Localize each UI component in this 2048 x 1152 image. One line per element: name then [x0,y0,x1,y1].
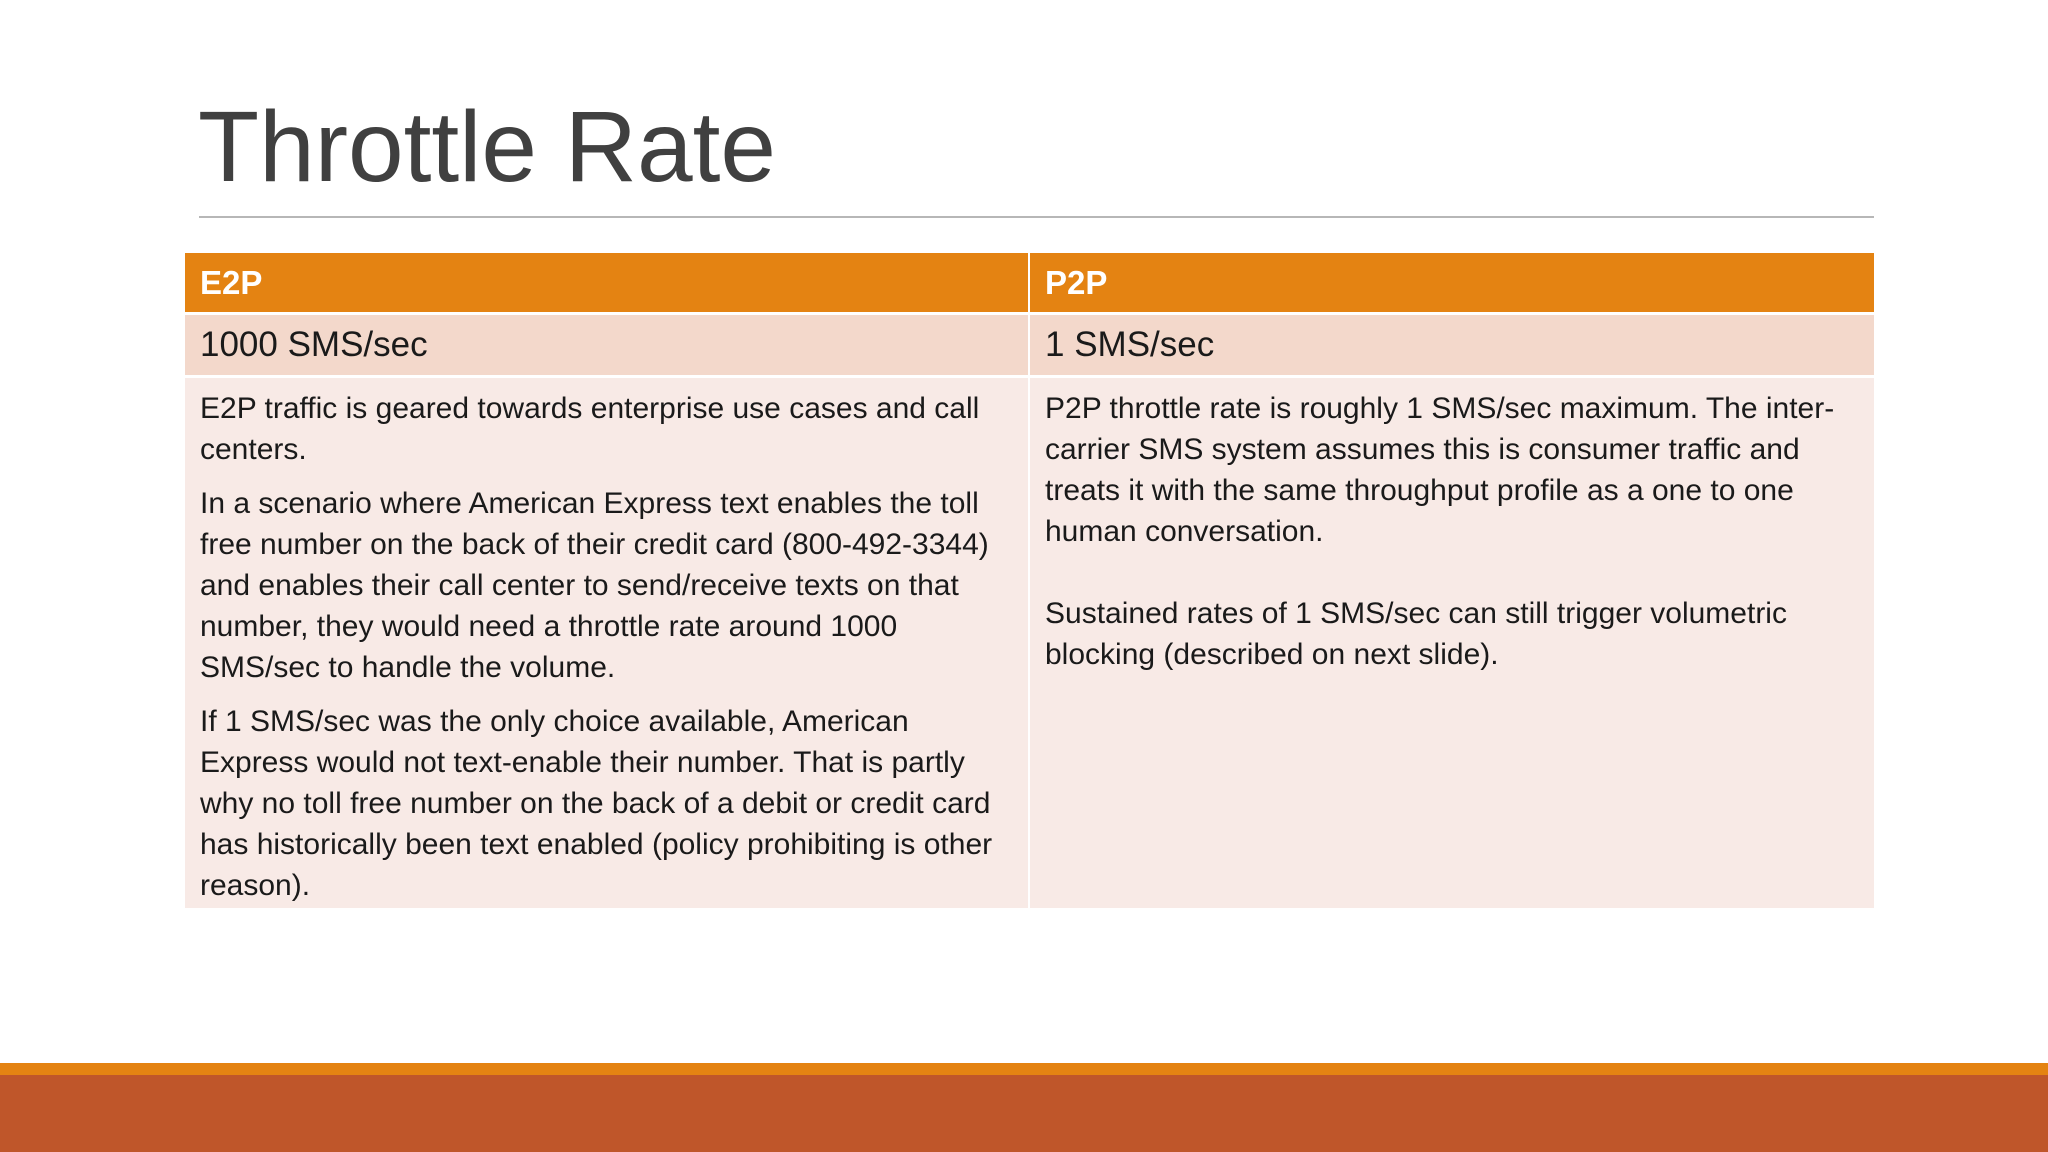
e2p-paragraph-2: In a scenario where American Express text enables the toll free number on the back of their credit card (800-492-3344) and enables their call center to send/receive texts on that number, they would need a throttle rate around 1000 SMS/sec to handle the volume. [200,487,989,684]
title-divider [199,216,1874,218]
header-p2p: P2P [1030,253,1874,312]
header-e2p: E2P [185,253,1028,312]
p2p-paragraph-2: Sustained rates of 1 SMS/sec can still trigger volumetric blocking (described on next slide). [1045,597,1787,671]
footer-band [0,1075,2048,1152]
e2p-paragraph-3: If 1 SMS/sec was the only choice available, American Express would not text-enable their number. That is partly why no toll free number on the back of a debit or credit card has historically been text enabled (policy prohibiting is other reason). [200,705,993,902]
comparison-table [185,253,1874,908]
description-e2p [185,378,1028,908]
p2p-paragraph-1: P2P throttle rate is roughly 1 SMS/sec maximum. The inter-carrier SMS system assumes this is consumer traffic and treats it with the same throughput profile as a one to one human conversation. [1045,392,1835,548]
e2p-paragraph-1: E2P traffic is geared towards enterprise use cases and call centers. [200,392,980,466]
rate-p2p: 1 SMS/sec [1030,315,1874,375]
description-p2p [1030,378,1874,908]
footer-stripe [0,1063,2048,1075]
slide-title: Throttle Rate [198,91,777,203]
rate-e2p: 1000 SMS/sec [185,315,1028,375]
